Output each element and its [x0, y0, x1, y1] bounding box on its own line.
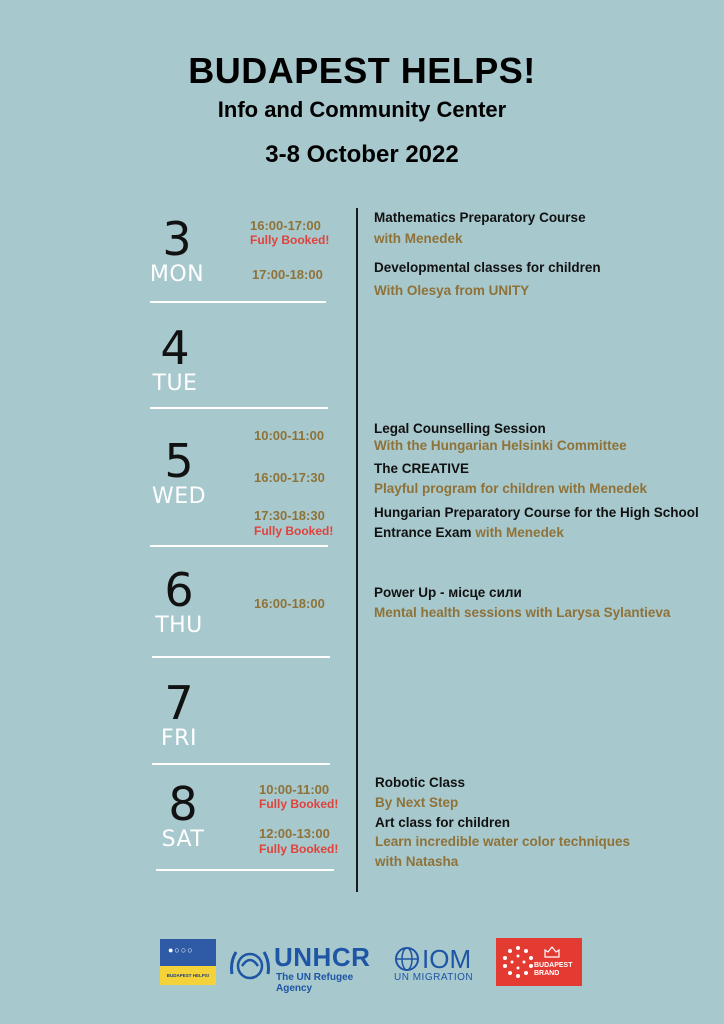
poster-date-range: 3-8 October 2022 — [265, 141, 459, 168]
event-host-line2: with Natasha — [375, 854, 459, 869]
event-host: By Next Step — [375, 795, 459, 810]
event-title: Developmental classes for children — [374, 260, 601, 275]
iom-tagline: UN MIGRATION — [394, 972, 474, 983]
day-weekday: MON — [149, 262, 205, 287]
day-mon — [142, 212, 212, 287]
event-host: With the Hungarian Helsinki Committee — [374, 438, 627, 453]
day-separator — [150, 407, 328, 409]
event-time: 10:00-11:00 — [259, 782, 330, 797]
day-separator — [156, 869, 334, 871]
day-number: 4 — [160, 321, 190, 375]
crest-icon — [544, 946, 560, 958]
event-time: 17:00-18:00 — [252, 267, 323, 282]
day-separator — [150, 301, 326, 303]
event-time: 17:30-18:30 — [254, 508, 325, 523]
iom-wordmark: IOM — [422, 944, 472, 974]
unhcr-logo — [228, 942, 388, 994]
day-weekday: THU — [155, 613, 203, 638]
event-time: 12:00-13:00 — [259, 826, 330, 841]
event-host: Mental health sessions with Larysa Sylantieva — [374, 605, 671, 620]
event-time: 10:00-11:00 — [254, 428, 325, 443]
day-thu — [144, 563, 214, 638]
day-number: 6 — [164, 563, 194, 617]
day-weekday: TUE — [152, 371, 198, 396]
poster-subtitle: Info and Community Center — [217, 97, 507, 122]
budapest-helps-logo — [160, 939, 216, 985]
unhcr-wordmark: UNHCR — [274, 942, 371, 972]
iom-logo — [394, 944, 484, 986]
event-host: With Olesya from UNITY — [374, 283, 530, 298]
fully-booked-badge: Fully Booked! — [259, 842, 339, 856]
fully-booked-badge: Fully Booked! — [254, 524, 334, 538]
event-time: 16:00-17:00 — [250, 218, 321, 233]
day-separator — [152, 763, 330, 765]
schedule-divider — [356, 208, 358, 892]
budapest-brand-logo — [496, 938, 582, 986]
fully-booked-badge: Fully Booked! — [250, 233, 330, 247]
logo-text: BUDAPEST HELPS! — [166, 973, 210, 978]
event-title: Power Up - місце сили — [374, 585, 522, 600]
day-number: 5 — [164, 434, 194, 488]
day-tue — [140, 321, 210, 396]
day-weekday: SAT — [161, 827, 205, 852]
event-title: Robotic Class — [375, 775, 466, 790]
event-title-cont: Entrance Exam — [374, 525, 472, 540]
day-sat — [148, 777, 218, 852]
budapest-brand-dots-icon — [498, 942, 538, 982]
day-number: 7 — [164, 676, 194, 730]
unhcr-emblem-icon — [228, 944, 272, 984]
fully-booked-badge: Fully Booked! — [259, 797, 339, 811]
day-fri — [144, 676, 214, 751]
day-number: 8 — [168, 777, 198, 831]
event-title-line2 — [374, 525, 564, 540]
event-host: with Menedek — [374, 231, 463, 246]
day-separator — [152, 656, 330, 658]
event-title: The CREATIVE — [374, 461, 470, 476]
unhcr-tagline: The UN Refugee Agency — [276, 972, 354, 994]
event-time: 16:00-17:30 — [254, 470, 325, 485]
event-title: Hungarian Preparatory Course for the High School — [374, 505, 699, 520]
poster-title: BUDAPEST HELPS! — [188, 50, 536, 91]
event-title: Art class for children — [375, 815, 511, 830]
event-title: Legal Counselling Session — [374, 421, 546, 436]
event-host: Learn incredible water color techniques — [375, 834, 631, 849]
event-host: with Menedek — [475, 525, 564, 540]
logo-dots-icon: ●○○○ — [168, 945, 194, 955]
day-number: 3 — [162, 212, 192, 266]
day-wed — [144, 434, 214, 509]
event-host: Playful program for children with Menedek — [374, 481, 648, 496]
day-weekday: FRI — [161, 726, 197, 751]
budapest-brand-text: BUDAPEST BRAND — [534, 962, 573, 977]
day-separator — [150, 545, 328, 547]
iom-globe-icon — [394, 946, 420, 972]
day-weekday: WED — [151, 484, 207, 509]
event-title: Mathematics Preparatory Course — [374, 210, 586, 225]
event-time: 16:00-18:00 — [254, 596, 325, 611]
